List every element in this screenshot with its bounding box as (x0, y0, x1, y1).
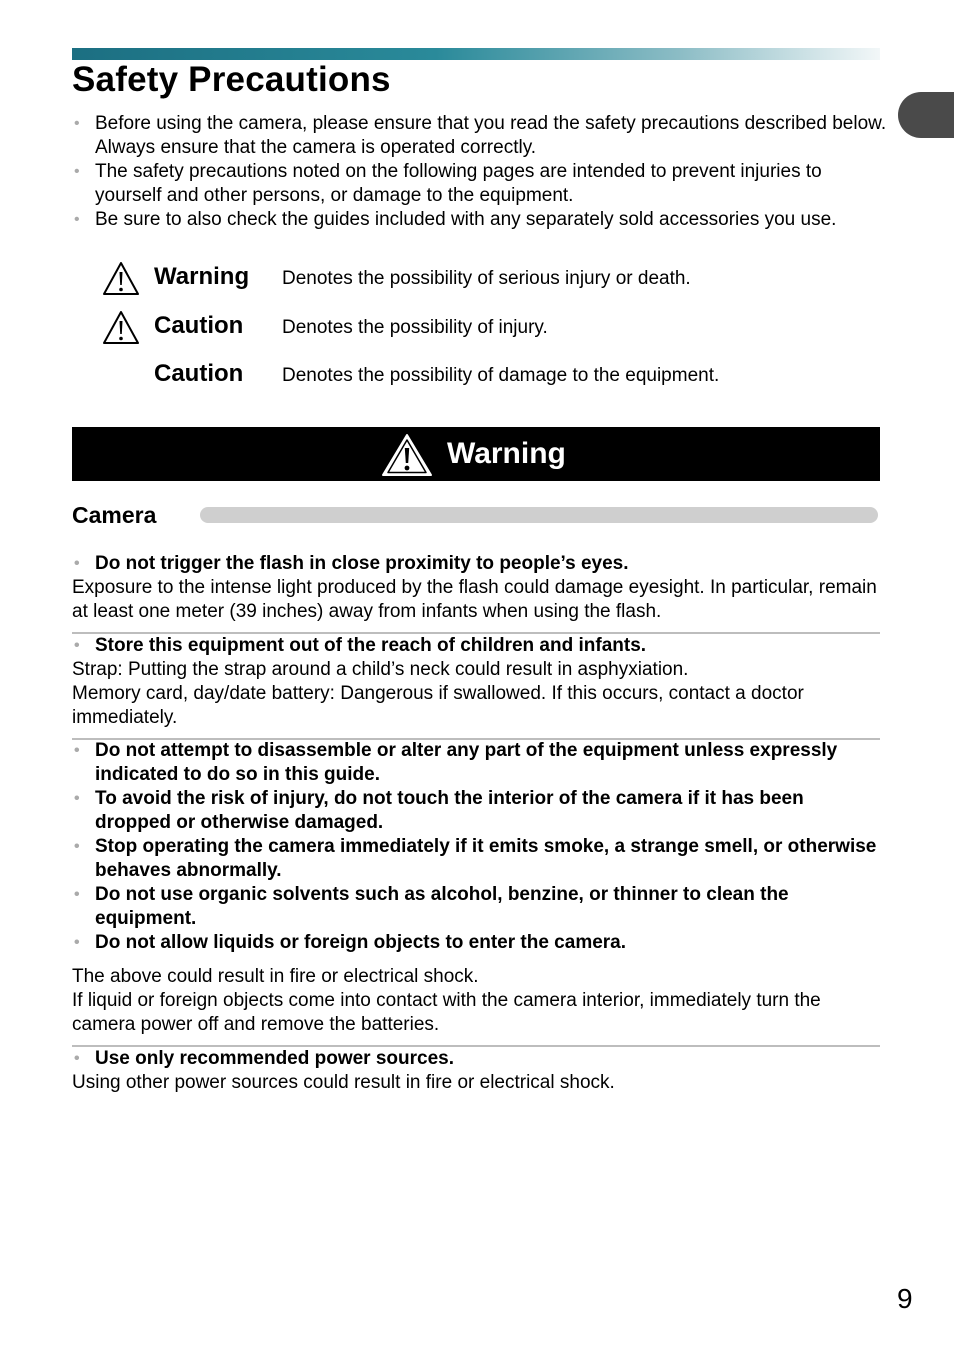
item-title: • Stop operating the camera immediately if it emits smoke, a strange smell, or otherwise behaves abnormally. (72, 835, 880, 883)
item-body: Exposure to the intense light produced by the flash could damage eyesight. In particular, remain at least one meter (39 inches) away from infants when using the flash. (72, 577, 877, 622)
item-title: • Use only recommended power sources. (72, 1047, 880, 1071)
intro-item: • Before using the camera, please ensure that you read the safety precautions described below. Always ensure that the camera is operated correctly. (72, 112, 887, 160)
legend-label: Warning (154, 263, 250, 290)
page-title: Safety Precautions (72, 60, 391, 99)
item-body: Using other power sources could result in fire or electrical shock. (72, 1072, 615, 1093)
item-title: • Do not trigger the flash in close proximity to people’s eyes. (72, 552, 880, 576)
intro-list (72, 112, 887, 232)
item-body: If liquid or foreign objects come into contact with the camera interior, immediately turn the camera power off and remove the batteries. (72, 990, 821, 1035)
item-group (72, 739, 880, 1037)
warning-triangle-icon (381, 433, 433, 477)
item-title: • Store this equipment out of the reach of children and infants. (72, 634, 880, 658)
legend-desc: Denotes the possibility of injury. (282, 317, 548, 338)
legend-desc: Denotes the possibility of serious injury or death. (282, 268, 691, 289)
warning-banner-title: Warning (447, 437, 566, 470)
legend-label: Caution (154, 312, 244, 339)
item-body: Memory card, day/date battery: Dangerous if swallowed. If this occurs, contact a doctor immediately. (72, 683, 804, 728)
section-rule (200, 507, 878, 523)
item-title: • To avoid the risk of injury, do not touch the interior of the camera if it has been dropped or otherwise damaged. (72, 787, 880, 835)
item-title: • Do not allow liquids or foreign objects to enter the camera. (72, 931, 880, 955)
item-power (72, 1047, 880, 1095)
item-body: Strap: Putting the strap around a child’s neck could result in asphyxiation. (72, 659, 689, 680)
legend-label: Caution (154, 360, 244, 387)
item-children (72, 634, 880, 730)
legend-desc: Denotes the possibility of damage to the equipment. (282, 365, 720, 386)
chapter-tab (898, 92, 954, 138)
warning-triangle-icon (102, 261, 140, 297)
item-title: • Do not use organic solvents such as alcohol, benzine, or thinner to clean the equipment. (72, 883, 880, 931)
warning-triangle-icon (102, 310, 140, 346)
page-number: 9 (897, 1283, 913, 1314)
section-title: Camera (72, 502, 157, 528)
intro-item: • Be sure to also check the guides included with any separately sold accessories you use. (72, 208, 887, 232)
item-body: The above could result in fire or electrical shock. (72, 966, 479, 987)
warning-banner (72, 427, 880, 481)
item-flash (72, 552, 880, 624)
item-title: • Do not attempt to disassemble or alter any part of the equipment unless expressly indicated to do so in this guide. (72, 739, 880, 787)
intro-item: • The safety precautions noted on the following pages are intended to prevent injuries to yourself and other persons, or damage to the equipment. (72, 160, 887, 208)
